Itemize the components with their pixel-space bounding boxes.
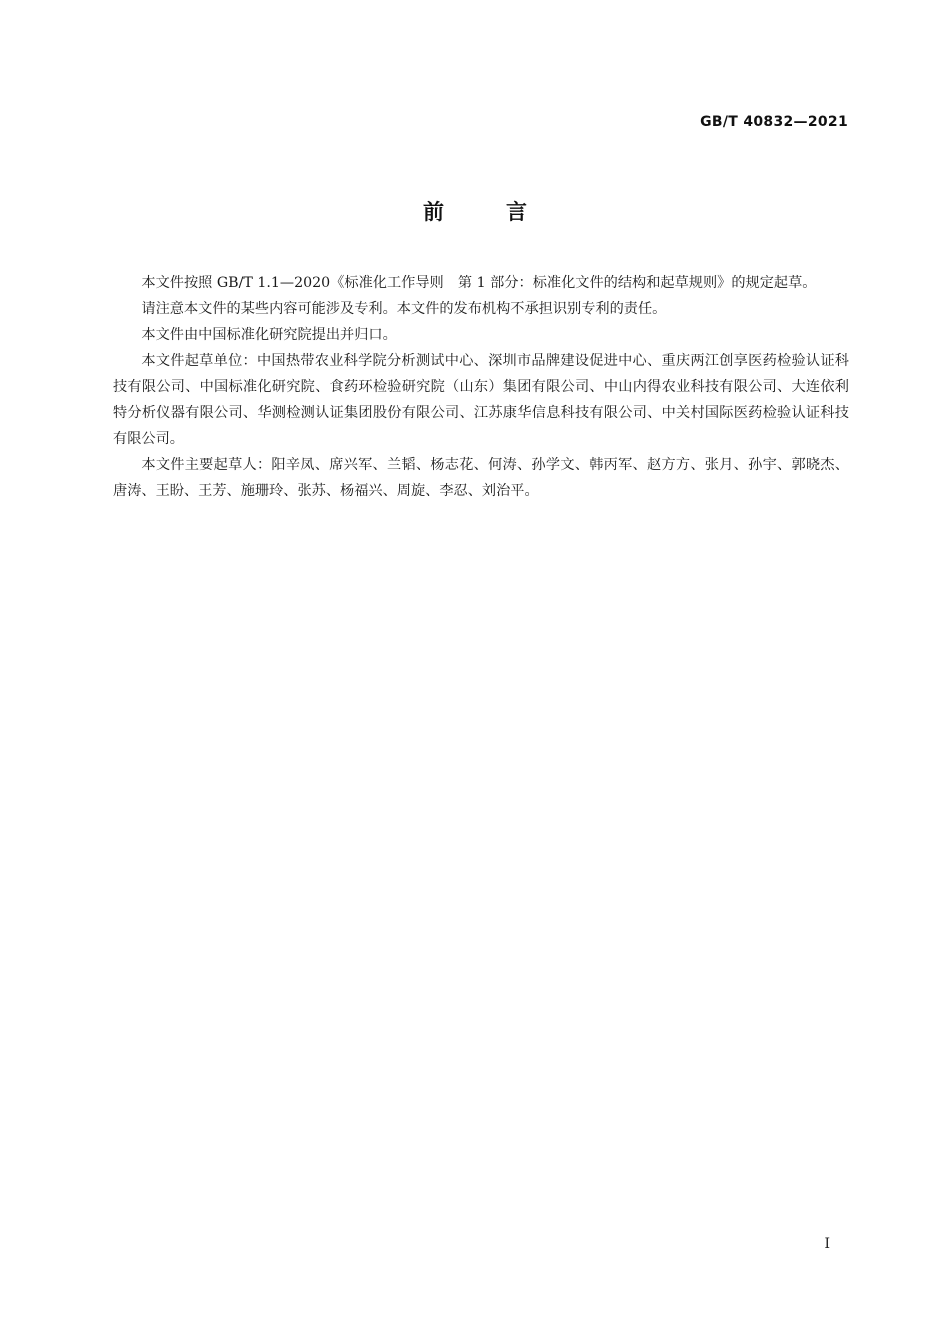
page-title: 前言 xyxy=(423,200,589,224)
paragraph-drafters: 本文件主要起草人：阳辛凤、席兴军、兰韬、杨志花、何涛、孙学文、韩丙军、赵方方、张月、孙宇、郭晓杰、唐涛、王盼、王芳、施珊玲、张苏、杨福兴、周旋、李忍、刘治平。 xyxy=(113,457,849,499)
paragraph-drafting-units: 本文件起草单位：中国热带农业科学院分析测试中心、深圳市品牌建设促进中心、重庆两江创享医药检验认证科技有限公司、中国标准化研究院、食药环检验研究院（山东）集团有限公司、中山内得农业科技有限公司、大连依利特分析仪器有限公司、华测检测认证集团股份有限公司、江苏康华信息科技有限公司、中关村国际医药检验认证科技有限公司。 xyxy=(113,353,849,447)
paragraph-patent-notice: 请注意本文件的某些内容可能涉及专利。本文件的发布机构不承担识别专利的责任。 xyxy=(141,301,667,317)
standard-number: GB/T 40832—2021 xyxy=(700,114,848,130)
paragraph-proposer: 本文件由中国标准化研究院提出并归口。 xyxy=(141,327,397,343)
paragraph-drafting-rules: 本文件按照 GB/T 1.1—2020《标准化工作导则 第 1 部分：标准化文件的结构和起草规则》的规定起草。 xyxy=(141,275,817,291)
foreword-body xyxy=(113,270,849,504)
page-number: I xyxy=(824,1236,830,1252)
